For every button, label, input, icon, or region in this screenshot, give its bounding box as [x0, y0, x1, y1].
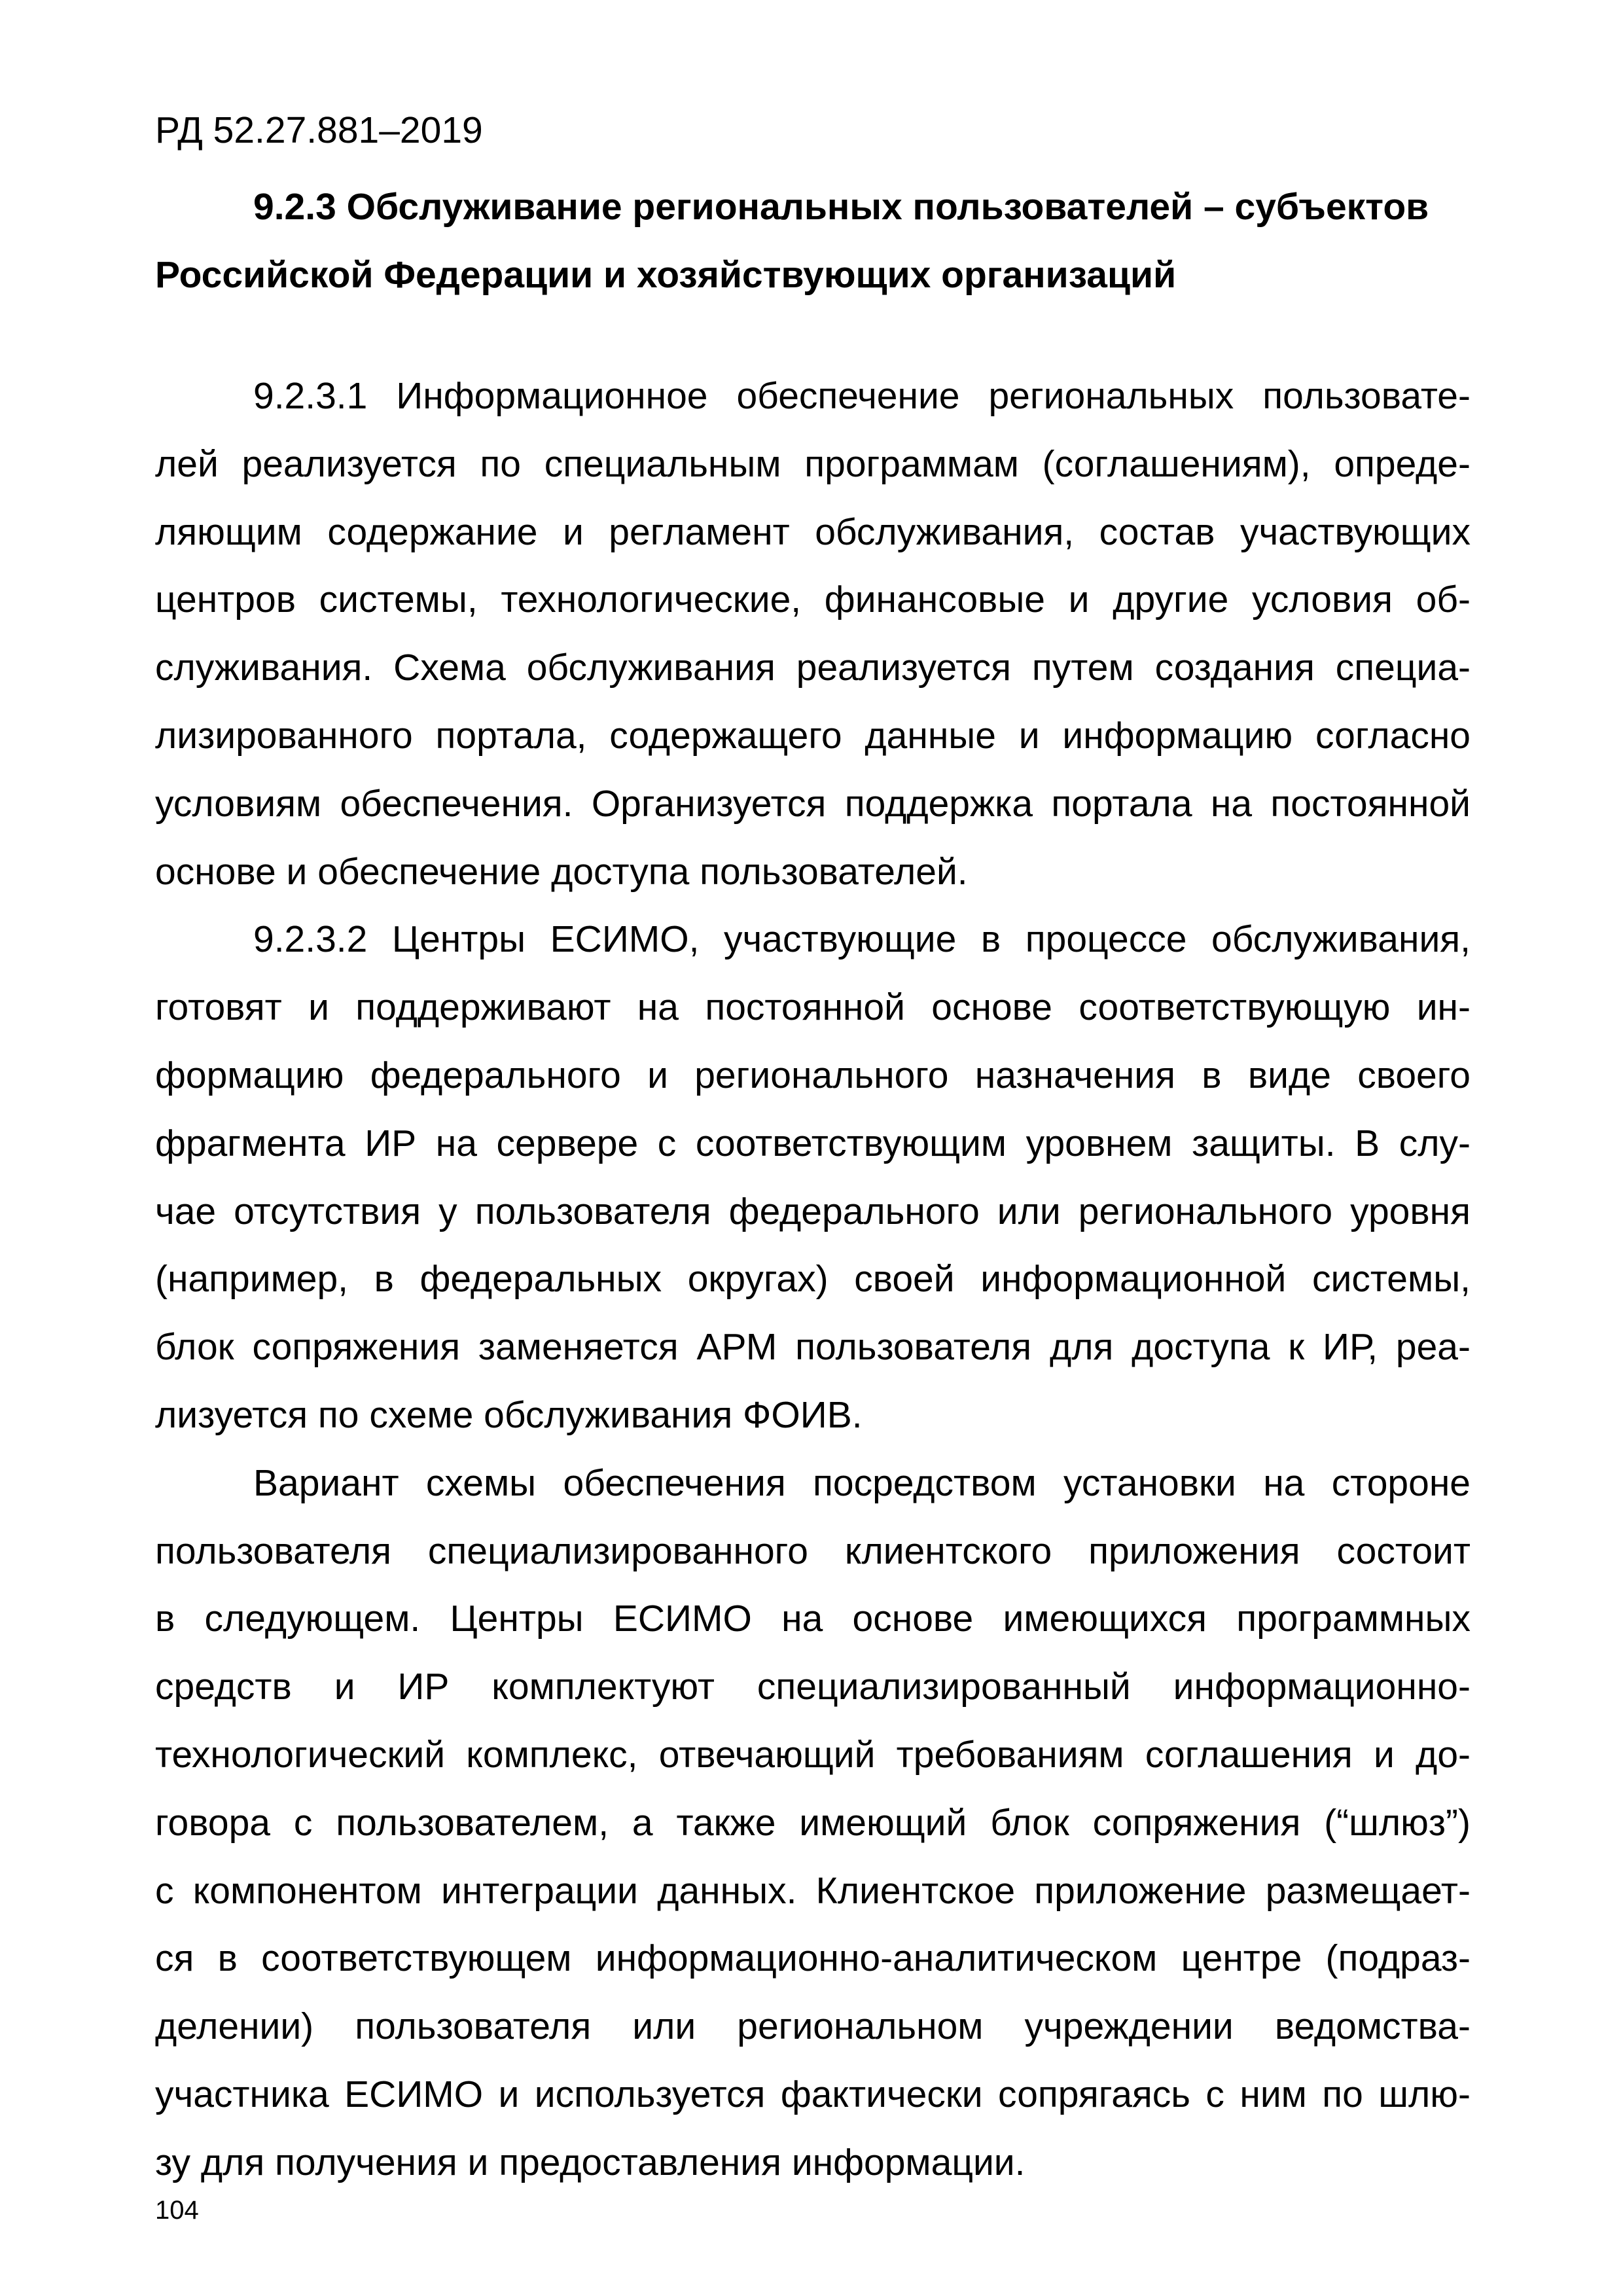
body-text [155, 363, 1471, 2197]
text-line: средств и ИР комплектуют специализированный информационно- [155, 1666, 1471, 1708]
text-line: ся в соответствующем информационно-аналитическом центре (подраз- [155, 1937, 1471, 1980]
text-line: блок сопряжения заменяется АРМ пользователя для доступа к ИР, реа- [155, 1326, 1471, 1369]
text-line: технологический комплекс, отвечающий требованиям соглашения и до- [155, 1733, 1471, 1776]
text-line: готовят и поддерживают на постоянной основе соответствующую ин- [155, 986, 1471, 1029]
text-line: 9.2.3.2 Центры ЕСИМО, участвующие в процессе обслуживания, [253, 918, 1471, 961]
text-line: чае отсутствия у пользователя федерального или регионального уровня [155, 1190, 1471, 1232]
text-line: с компонентом интеграции данных. Клиентское приложение размещает- [155, 1869, 1471, 1912]
text-line: 9.2.3.1 Информационное обеспечение региональных пользовате- [253, 375, 1471, 417]
text-line: зу для получения и предоставления информации. [155, 2141, 1026, 2183]
section-heading-line: 9.2.3 Обслуживание региональных пользователей – субъектов [253, 186, 1429, 228]
paragraph-variant-scheme [155, 1450, 1471, 2197]
text-line: говора с пользователем, а также имеющий блок сопряжения (“шлюз”) [155, 1801, 1471, 1844]
text-line: формацию федерального и регионального назначения в виде своего [155, 1054, 1471, 1096]
text-line: участника ЕСИМО и используется фактически сопрягаясь с ним по шлю- [155, 2073, 1471, 2115]
text-line: пользователя специализированного клиентского приложения состоит [155, 1530, 1471, 1572]
text-line: ляющим содержание и регламент обслуживания, состав участвующих [155, 511, 1471, 553]
text-line: Вариант схемы обеспечения посредством установки на стороне [253, 1462, 1471, 1504]
text-line: фрагмента ИР на сервере с соответствующим уровнем защиты. В слу- [155, 1122, 1471, 1164]
paragraph-9-2-3-1 [155, 363, 1471, 906]
document-code-header: РД 52.27.881–2019 [155, 109, 483, 151]
text-line: центров системы, технологические, финансовые и другие условия об- [155, 579, 1471, 621]
text-line: (например, в федеральных округах) своей информационной системы, [155, 1258, 1471, 1300]
text-line: лей реализуется по специальным программам (соглашениям), опреде- [155, 442, 1471, 485]
text-line: делении) пользователя или региональном учреждении ведомства- [155, 2005, 1471, 2048]
text-line: служивания. Схема обслуживания реализуется путем создания специа- [155, 647, 1471, 689]
text-line: в следующем. Центры ЕСИМО на основе имеющихся программных [155, 1598, 1471, 1640]
section-heading-line: Российской Федерации и хозяйствующих организаций [155, 254, 1177, 296]
section-heading [155, 173, 1471, 309]
page-number: 104 [155, 2196, 199, 2225]
text-line: лизированного портала, содержащего данные и информацию согласно [155, 714, 1471, 757]
paragraph-9-2-3-2 [155, 906, 1471, 1449]
text-line: основе и обеспечение доступа пользователей. [155, 850, 968, 893]
text-line: условиям обеспечения. Организуется поддержка портала на постоянной [155, 782, 1471, 825]
text-line: лизуется по схеме обслуживания ФОИВ. [155, 1393, 863, 1436]
